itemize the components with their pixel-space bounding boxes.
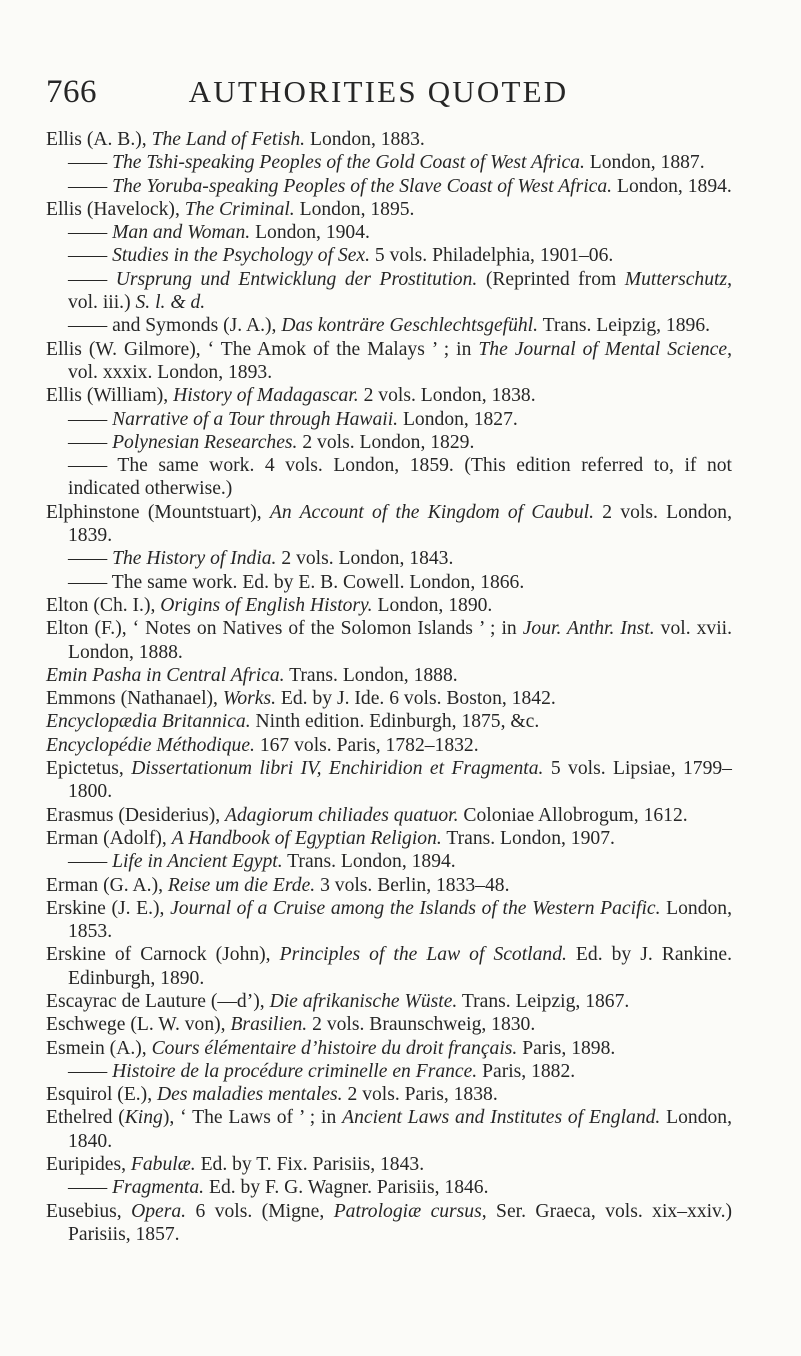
bibliography-entry [46, 710, 732, 733]
entry-text: Ed. by F. G. Wagner. Parisiis, 1846. [204, 1177, 489, 1199]
bibliography-entry [46, 943, 732, 990]
entry-title-text: An Account of the Kingdom of Caubul. [269, 501, 594, 523]
bibliography-list [46, 128, 732, 1246]
entry-text: —— and Symonds (J. A.), [68, 315, 282, 337]
entry-text: Erskine (J. E.), [46, 897, 171, 919]
bibliography-entry [46, 1083, 732, 1106]
entry-text: 6 vols. (Migne, [186, 1200, 334, 1222]
entry-title-text: Man and Woman. [112, 222, 251, 244]
entry-text: —— [68, 222, 113, 244]
running-title: AUTHORITIES QUOTED [188, 74, 569, 109]
entry-text: London, 1894. [612, 175, 732, 197]
entry-title-text: Works. [222, 688, 277, 710]
entry-title-text: King [124, 1107, 163, 1129]
entry-text: 2 vols. London, 1839. [68, 501, 733, 547]
bibliography-entry [46, 804, 732, 827]
bibliography-entry [46, 827, 732, 850]
entry-text: Emmons (Nathanael), [46, 688, 223, 710]
entry-text: 2 vols. London, 1843. [276, 548, 454, 570]
entry-text: 2 vols. London, 1829. [297, 431, 475, 453]
bibliography-entry [46, 990, 732, 1013]
entry-text: Erasmus (Desiderius), [46, 804, 226, 826]
entry-title-text: Patrologiæ cursus [333, 1200, 482, 1222]
entry-title-text: Origins of English History. [160, 594, 373, 616]
bibliography-subentry [46, 244, 732, 267]
bibliography-entry [46, 1037, 732, 1060]
entry-text: Escayrac de Lauture (—d’), [46, 990, 270, 1012]
entry-text: Ed. by J. Rankine. Edinburgh, 1890. [68, 944, 732, 989]
entry-title-text: Reise um die Erde. [167, 874, 316, 896]
entry-title-text: Dissertationum libri IV, Enchiridion et Fragmenta. [131, 758, 544, 780]
entry-text: Esquirol (E.), [46, 1084, 158, 1106]
bibliography-entry [46, 128, 732, 151]
entry-text: —— [68, 1177, 113, 1199]
bibliography-entry [46, 1013, 732, 1036]
entry-text: , vol. iii.) [68, 268, 732, 314]
entry-text: ), ‘ The Laws of ’ ; in [162, 1107, 343, 1129]
bibliography-entry [46, 501, 732, 548]
entry-title-text: Fragmenta. [112, 1177, 205, 1199]
entry-title-text: The Tshi-speaking Peoples of the Gold Coast of West Africa. [112, 152, 585, 174]
bibliography-subentry [46, 571, 732, 594]
entry-text: 2 vols. Paris, 1838. [342, 1084, 498, 1106]
entry-text: 3 vols. Berlin, 1833–48. [315, 874, 510, 896]
bibliography-entry [46, 1200, 732, 1247]
entry-title-text: S. l. & d. [135, 292, 206, 314]
entry-title-text: History of Madagascar. [173, 385, 359, 407]
bibliography-subentry [46, 454, 732, 501]
entry-text: 2 vols. London, 1838. [358, 385, 536, 407]
entry-text: Ed. by J. Ide. 6 vols. Boston, 1842. [276, 688, 556, 710]
bibliography-subentry [46, 1060, 732, 1083]
bibliography-subentry [46, 314, 732, 337]
entry-text: —— [68, 408, 113, 430]
entry-text: Erman (Adolf), [46, 827, 172, 849]
page-number: 766 [46, 74, 97, 110]
entry-text: Trans. London, 1888. [284, 664, 458, 686]
entry-text: —— The same work. Ed. by E. B. Cowell. London, 1866. [68, 571, 525, 593]
entry-title-text: Histoire de la procédure criminelle en France. [112, 1060, 478, 1082]
running-header [46, 72, 711, 112]
entry-title-text: Principles of the Law of Scotland. [279, 944, 567, 966]
entry-text: Euripides, [46, 1154, 131, 1176]
entry-text: Trans. Leipzig, 1867. [457, 990, 630, 1012]
entry-text: —— [68, 548, 113, 570]
entry-text: Eusebius, [46, 1200, 132, 1222]
entry-title-text: Des maladies mentales. [157, 1084, 343, 1106]
entry-text: Erman (G. A.), [46, 874, 168, 896]
entry-text: London, 1883. [305, 129, 425, 150]
entry-text: —— [68, 431, 113, 453]
entry-text: Coloniae Allobrogum, 1612. [458, 804, 688, 826]
bibliography-subentry [46, 408, 732, 431]
entry-title-text: Polynesian Researches. [112, 431, 298, 453]
entry-text: Trans. London, 1894. [282, 851, 456, 873]
bibliography-entry [46, 384, 732, 407]
bibliography-subentry [46, 850, 732, 873]
entry-text: London, 1840. [68, 1107, 733, 1152]
entry-text: (Reprinted from [477, 268, 625, 290]
entry-title-text: Life in Ancient Egypt. [112, 851, 283, 873]
entry-title-text: Emin Pasha in Central Africa. [46, 664, 285, 686]
entry-text: Ninth edition. Edinburgh, 1875, &c. [250, 711, 540, 733]
entry-text: Elphinstone (Mountstuart), [46, 501, 270, 523]
bibliography-entry [46, 664, 732, 687]
bibliography-entry [46, 1153, 732, 1176]
entry-title-text: Fabulæ. [130, 1154, 196, 1176]
entry-text: —— [68, 851, 113, 873]
entry-text: vol. xvii. London, 1888. [68, 618, 732, 663]
entry-text: Ellis (William), [46, 385, 174, 407]
entry-title-text: Journal of a Cruise among the Islands of the Western Pacific. [170, 897, 661, 919]
entry-text: —— [68, 1060, 113, 1082]
entry-title-text: Ursprung und Entwicklung der Prostitution. [115, 268, 478, 290]
entry-title-text: The Criminal. [184, 198, 295, 220]
entry-title-text: Jour. Anthr. Inst. [522, 618, 655, 640]
entry-title-text: Ancient Laws and Institutes of England. [342, 1107, 661, 1129]
entry-title-text: The Land of Fetish. [151, 129, 306, 150]
entry-text: Paris, 1898. [517, 1037, 616, 1059]
entry-title-text: Brasilien. [230, 1014, 308, 1036]
entry-text: London, 1887. [584, 152, 705, 174]
entry-text: —— [68, 245, 113, 267]
entry-title-text: Die afrikanische Wüste. [269, 990, 458, 1012]
entry-text: Trans. Leipzig, 1896. [538, 315, 711, 337]
bibliography-entry [46, 594, 732, 617]
entry-title-text: Das konträre Geschlechtsgefühl. [281, 315, 539, 337]
entry-text: Eschwege (L. W. von), [46, 1014, 231, 1036]
bibliography-entry [46, 1106, 732, 1153]
bibliography-entry [46, 757, 732, 804]
entry-text: 5 vols. Lipsiae, 1799–1800. [68, 758, 732, 803]
entry-text: London, 1827. [398, 408, 518, 430]
entry-title-text: Studies in the Psychology of Sex. [112, 245, 371, 267]
bibliography-entry [46, 617, 732, 664]
bibliography-entry [46, 734, 732, 757]
entry-text: Esmein (A.), [46, 1037, 152, 1059]
entry-text: , Ser. Graeca, vols. xix–xxiv.) Parisiis, 1857. [68, 1200, 733, 1245]
entry-text: Trans. London, 1907. [441, 827, 615, 849]
entry-text: 2 vols. Braunschweig, 1830. [307, 1014, 536, 1036]
bibliography-subentry [46, 175, 732, 198]
bibliography-subentry [46, 268, 732, 315]
entry-title-text: A Handbook of Egyptian Religion. [171, 827, 442, 849]
entry-text: London, 1904. [250, 222, 370, 244]
entry-text: Epictetus, [46, 758, 132, 780]
entry-text: London, 1853. [68, 897, 732, 943]
entry-text: Ellis (A. B.), [46, 129, 152, 150]
entry-text: Paris, 1882. [477, 1060, 576, 1082]
entry-title-text: Adagiorum chiliades quatuor. [225, 804, 459, 826]
entry-title-text: The Yoruba-speaking Peoples of the Slave Coast of West Africa. [112, 175, 613, 197]
entry-text: Ellis (Havelock), [46, 198, 185, 220]
entry-text: Ed. by T. Fix. Parisiis, 1843. [195, 1154, 425, 1176]
entry-text: 5 vols. Philadelphia, 1901–06. [370, 245, 614, 267]
entry-title-text: Narrative of a Tour through Hawaii. [112, 408, 399, 430]
bibliography-entry [46, 874, 732, 897]
bibliography-entry [46, 897, 732, 944]
entry-text: Erskine of Carnock (John), [46, 944, 280, 966]
entry-text: Ethelred ( [46, 1107, 125, 1129]
entry-title-text: Encyclopædia Britannica. [46, 711, 251, 733]
bibliography-subentry [46, 431, 732, 454]
entry-title-text: Mutterschutz [624, 268, 728, 290]
bibliography-entry [46, 687, 732, 710]
entry-title-text: Opera. [131, 1200, 187, 1222]
entry-title-text: Cours élémentaire d’histoire du droit français. [151, 1037, 518, 1059]
entry-title-text: The Journal of Mental Science [478, 338, 728, 360]
entry-text: London, 1895. [294, 198, 415, 220]
bibliography-subentry [46, 151, 732, 174]
bibliography-subentry [46, 221, 732, 244]
entry-text: —— [68, 268, 116, 290]
bibliography-entry [46, 198, 732, 221]
entry-text: —— The same work. 4 vols. London, 1859. (This edition referred to, if not indicated otherwise.) [68, 455, 732, 500]
entry-title-text: Encyclopédie Méthodique. [46, 734, 255, 756]
entry-text: —— [68, 175, 113, 197]
bibliography-entry [46, 338, 732, 385]
bibliography-subentry [46, 1176, 732, 1199]
entry-text: —— [68, 152, 113, 174]
entry-text: Ellis (W. Gilmore), ‘ The Amok of the Malays ’ ; in [46, 338, 479, 360]
entry-text: , vol. xxxix. London, 1893. [68, 338, 732, 383]
entry-text: London, 1890. [372, 594, 493, 616]
entry-title-text: The History of India. [112, 548, 277, 570]
entry-text: Elton (Ch. I.), [46, 594, 161, 616]
entry-text: 167 vols. Paris, 1782–1832. [254, 734, 479, 756]
bibliography-subentry [46, 547, 732, 570]
entry-text: Elton (F.), ‘ Notes on Natives of the Solomon Islands ’ ; in [46, 618, 523, 640]
